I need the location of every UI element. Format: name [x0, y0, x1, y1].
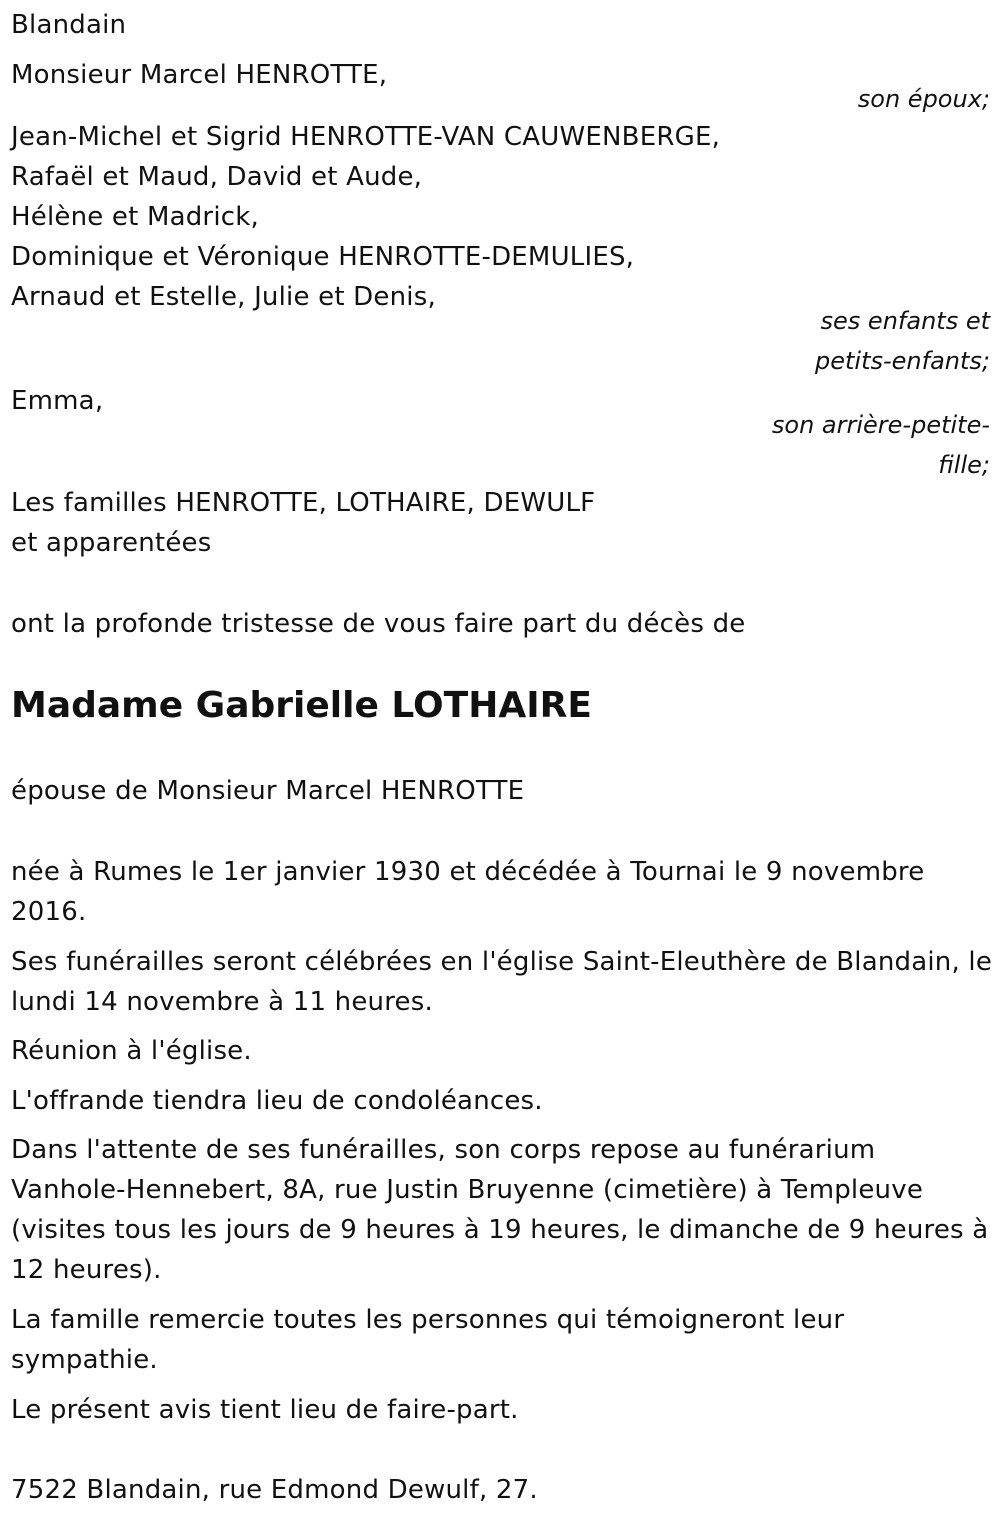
deceased-name: Madame Gabrielle LOTHAIRE	[11, 685, 592, 726]
rest-line-1: Dans l'attente de ses funérailles, son corps repose au funérarium	[11, 1135, 876, 1165]
funeral-line-1: Ses funérailles seront célébrées en l'église Saint-Eleuthère de Blandain, le	[11, 947, 993, 977]
funeral-line-2: lundi 14 novembre à 11 heures.	[11, 987, 433, 1017]
children-line-3: Hélène et Madrick,	[11, 202, 259, 232]
notice-line: Le présent avis tient lieu de faire-part.	[11, 1395, 519, 1425]
families-line-1: Les familles HENROTTE, LOTHAIRE, DEWULF	[11, 488, 596, 518]
birth-death-line-1: née à Rumes le 1er janvier 1930 et décédée à Tournai le 9 novembre	[11, 857, 925, 887]
rest-line-2: Vanhole-Hennebert, 8A, rue Justin Bruyenne (cimetière) à Templeuve	[11, 1175, 924, 1205]
birth-death-line-2: 2016.	[11, 897, 87, 927]
families-line-2: et apparentées	[11, 528, 212, 558]
announcement-intro: ont la profonde tristesse de vous faire part du décès de	[11, 609, 746, 639]
children-relation-2: petits-enfants;	[815, 347, 990, 375]
rest-line-3: (visites tous les jours de 9 heures à 19 heures, le dimanche de 9 heures à	[11, 1215, 989, 1245]
address-line: 7522 Blandain, rue Edmond Dewulf, 27.	[11, 1475, 538, 1505]
great-grandchild-line: Emma,	[11, 386, 104, 416]
children-line-2: Rafaël et Maud, David et Aude,	[11, 162, 423, 192]
children-relation-1: ses enfants et	[820, 307, 990, 335]
header-town: Blandain	[11, 10, 127, 40]
spouse-of-line: épouse de Monsieur Marcel HENROTTE	[11, 776, 525, 806]
great-grandchild-relation-1: son arrière-petite-	[771, 411, 990, 439]
thanks-line-2: sympathie.	[11, 1345, 158, 1375]
great-grandchild-relation-2: fille;	[938, 451, 990, 479]
offering-line: L'offrande tiendra lieu de condoléances.	[11, 1086, 543, 1116]
thanks-line-1: La famille remercie toutes les personnes qui témoigneront leur	[11, 1305, 845, 1335]
rest-line-4: 12 heures).	[11, 1255, 162, 1285]
children-line-1: Jean-Michel et Sigrid HENROTTE-VAN CAUWENBERGE,	[11, 122, 721, 152]
spouse-relation: son époux;	[857, 85, 990, 113]
meeting-line: Réunion à l'église.	[11, 1036, 252, 1066]
children-line-4: Dominique et Véronique HENROTTE-DEMULIES,	[11, 242, 635, 272]
spouse-line: Monsieur Marcel HENROTTE,	[11, 60, 388, 90]
children-line-5: Arnaud et Estelle, Julie et Denis,	[11, 282, 436, 312]
